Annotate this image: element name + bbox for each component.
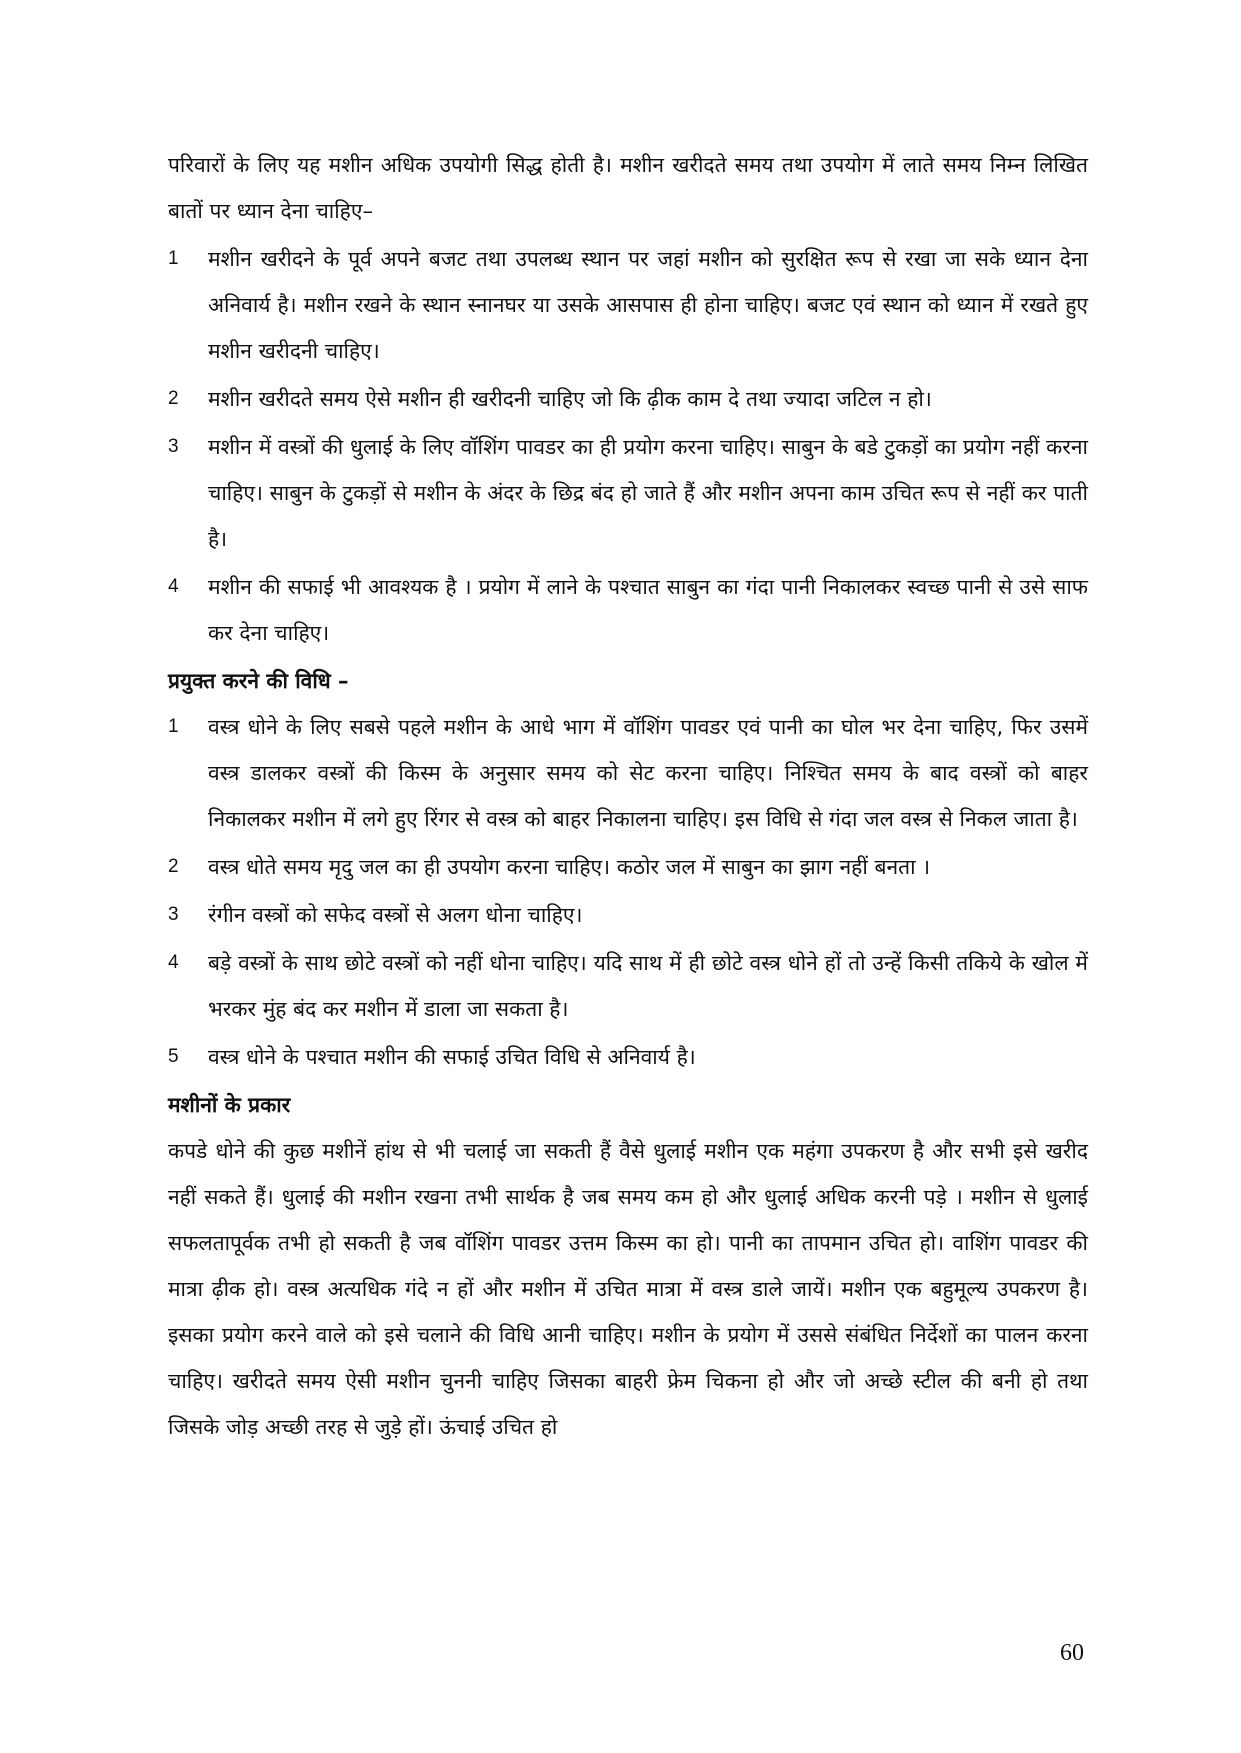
list-item	[168, 1034, 1088, 1080]
list-item-number: 3	[168, 904, 179, 925]
list-item-text: बड़े वस्त्रों के साथ छोटे वस्त्रों को नहीं धोना चाहिए। यदि साथ में ही छोटे वस्त्र धोने हों तो उन्हें किसी तकिये के खोल में भरकर मुंह बंद कर मशीन में डाला जा सकता है।	[208, 951, 1088, 1021]
list-item-number: 2	[168, 856, 179, 877]
section-heading-method: प्रयुक्त करने की विधि –	[168, 669, 349, 693]
precautions-list	[168, 236, 1088, 656]
list-item	[168, 424, 1088, 562]
list-item-text: मशीन खरीदने के पूर्व अपने बजट तथा उपलब्ध स्थान पर जहां मशीन को सुरक्षित रूप से रखा जा सके ध्यान देना अनिवार्य है। मशीन रखने के स्थान स्नानघर या उसके आसपास ही होना चाहिए। बजट एवं स्थान को ध्यान में रखते हुए मशीन खरीदनी चाहिए।	[208, 247, 1088, 363]
list-item-number: 1	[168, 716, 179, 737]
list-item-text: वस्त्र धोने के लिए सबसे पहले मशीन के आधे भाग में वॉशिंग पावडर एवं पानी का घोल भर देना चाहिए, फिर उसमें वस्त्र डालकर वस्त्रों की किस्म के अनुसार समय को सेट करना चाहिए। निश्चित समय के बाद वस्त्रों को बाहर निकालकर मशीन में लगे हुए रिंगर से वस्त्र को बाहर निकालना चाहिए। इस विधि से गंदा जल वस्त्र से निकल जाता है।	[208, 715, 1088, 831]
list-item-number: 3	[168, 436, 179, 457]
page-content	[168, 142, 1088, 1450]
section-heading-machine-types: मशीनों के प्रकार	[168, 1093, 291, 1117]
list-item	[168, 940, 1088, 1032]
body-paragraph: कपडे धोने की कुछ मशीनें हांथ से भी चलाई जा सकती हैं वैसे धुलाई मशीन एक महंगा उपकरण है और सभी इसे खरीद नहीं सकते हैं। धुलाई की मशीन रखना तभी सार्थक है जब समय कम हो और धुलाई अधिक करनी पड़े । मशीन से धुलाई सफलतापूर्वक तभी हो सकती है जब वॉशिंग पावडर उत्तम किस्म का हो। पानी का तापमान उचित हो। वाशिंग पावडर की मात्रा ढ़ीक हो। वस्त्र अत्यधिक गंदे न हों और मशीन में उचित मात्रा में वस्त्र डाले जायें। मशीन एक बहुमूल्य उपकरण है। इसका प्रयोग करने वाले को इसे चलाने की विधि आनी चाहिए। मशीन के प्रयोग में उससे संबंधित निर्देशों का पालन करना चाहिए। खरीदते समय ऐसी मशीन चुननी चाहिए जिसका बाहरी फ्रेम चिकना हो और जो अच्छे स्टील की बनी हो तथा जिसके जोड़ अच्छी तरह से जुड़े हों। ऊंचाई उचित हो	[168, 1139, 1088, 1439]
list-item-text: वस्त्र धोते समय मृदु जल का ही उपयोग करना चाहिए। कठोर जल में साबुन का झाग नहीं बनता ।	[208, 855, 931, 879]
list-item-text: मशीन में वस्त्रों की धुलाई के लिए वॉशिंग पावडर का ही प्रयोग करना चाहिए। साबुन के बडे टुकड़ों का प्रयोग नहीं करना चाहिए। साबुन के टुकड़ों से मशीन के अंदर के छिद्र बंद हो जाते हैं और मशीन अपना काम उचित रूप से नहीं कर पाती है।	[208, 435, 1088, 551]
list-item-text: रंगीन वस्त्रों को सफेद वस्त्रों से अलग धोना चाहिए।	[208, 903, 583, 927]
list-item-text: मशीन की सफाई भी आवश्यक है । प्रयोग में लाने के पश्चात साबुन का गंदा पानी निकालकर स्वच्छ पानी से उसे साफ कर देना चाहिए।	[208, 575, 1088, 645]
list-item-number: 4	[168, 952, 179, 973]
list-item-number: 4	[168, 576, 179, 597]
list-item-number: 5	[168, 1046, 179, 1067]
method-list	[168, 704, 1088, 1080]
list-item-number: 2	[168, 388, 179, 409]
list-item-text: मशीन खरीदते समय ऐसे मशीन ही खरीदनी चाहिए जो कि ढ़ीक काम दे तथा ज्यादा जटिल न हो।	[208, 387, 932, 411]
page-number: 60	[1060, 1640, 1084, 1666]
intro-paragraph: परिवारों के लिए यह मशीन अधिक उपयोगी सिद्ध होती है। मशीन खरीदते समय तथा उपयोग में लाते समय निम्न लिखित बातों पर ध्यान देना चाहिए–	[168, 153, 1088, 223]
list-item	[168, 236, 1088, 374]
list-item-text: वस्त्र धोने के पश्चात मशीन की सफाई उचित विधि से अनिवार्य है।	[208, 1045, 696, 1069]
list-item-number: 1	[168, 248, 179, 269]
list-item	[168, 564, 1088, 656]
list-item	[168, 892, 1088, 938]
list-item	[168, 704, 1088, 842]
list-item	[168, 844, 1088, 890]
list-item	[168, 376, 1088, 422]
